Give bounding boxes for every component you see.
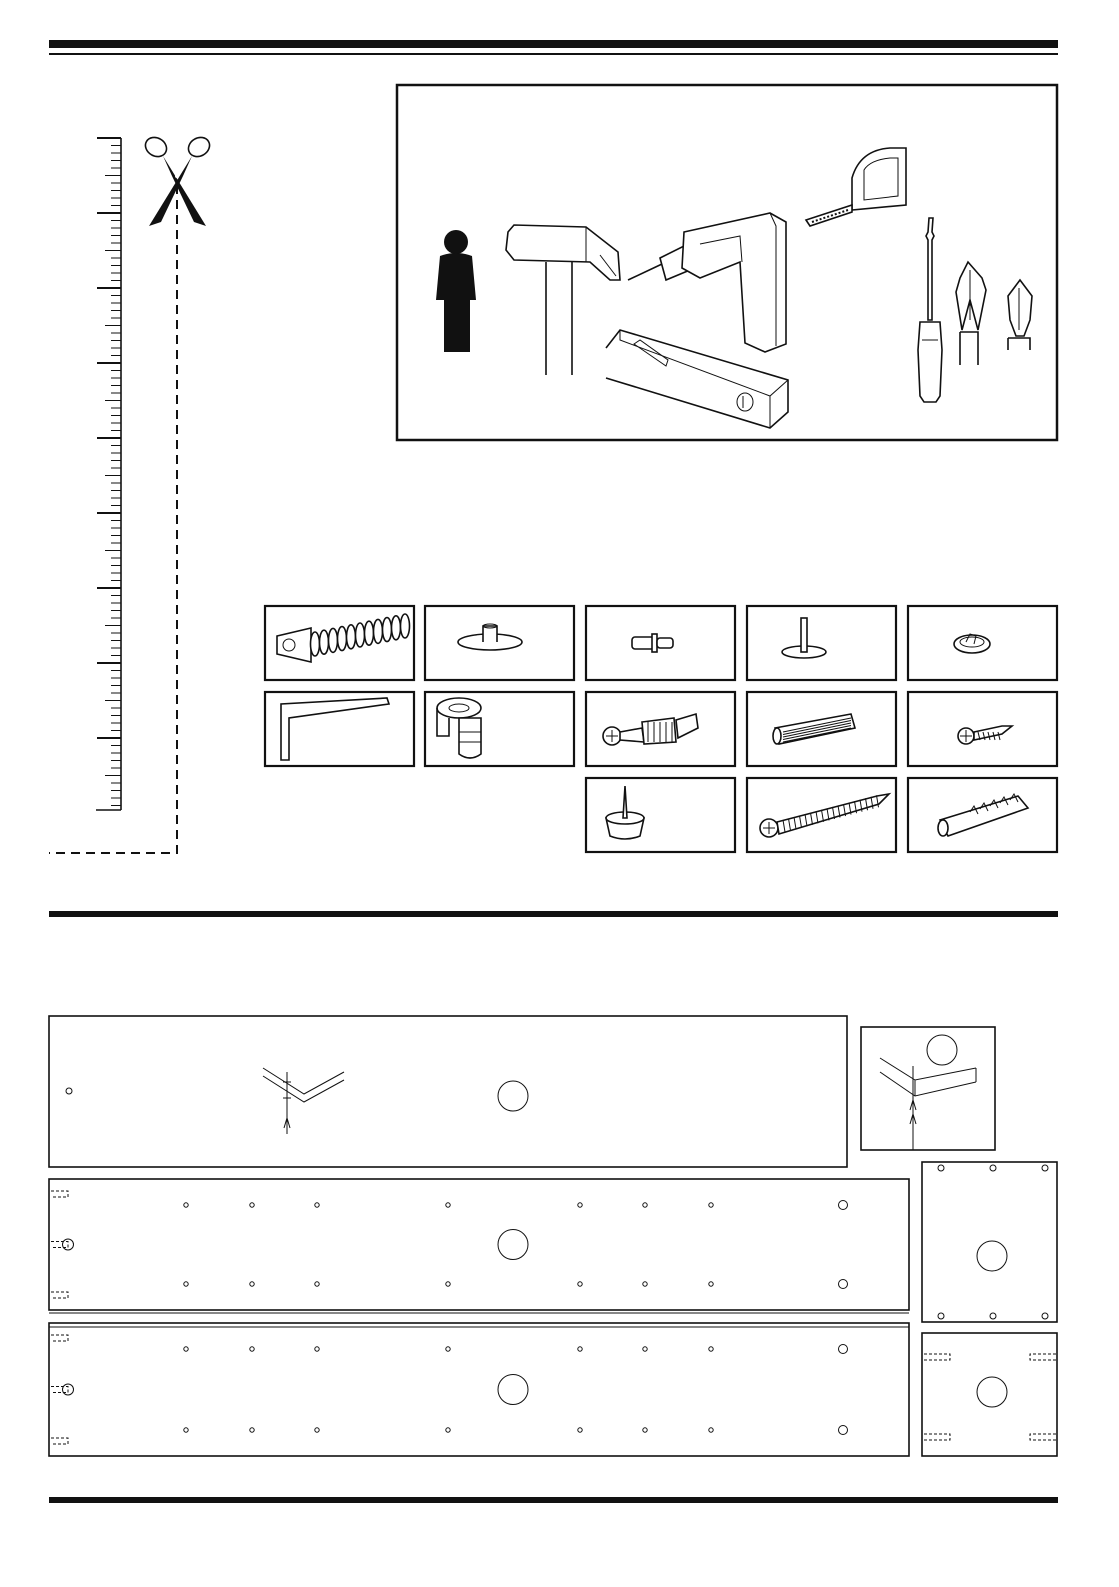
dowel-channel [51, 1335, 68, 1341]
square-panel-upper [922, 1162, 1057, 1322]
hardware-cell [747, 692, 896, 766]
drill-hole [250, 1428, 254, 1432]
center-mark [498, 1375, 528, 1405]
nail-glide-icon [782, 618, 826, 658]
hardware-grid [265, 606, 1057, 852]
tape-measure-icon [806, 148, 906, 226]
hardware-cell [425, 606, 574, 680]
hardware-cell [425, 692, 574, 766]
section-divider [49, 911, 1058, 917]
drill-hole [643, 1282, 647, 1286]
drill-hole [446, 1347, 450, 1351]
drill-hole [184, 1203, 188, 1207]
drill-hole [315, 1347, 319, 1351]
drill-hole [839, 1280, 848, 1289]
drill-hole [315, 1203, 319, 1207]
drill-hole [446, 1282, 450, 1286]
side-panel-lower [49, 1323, 909, 1456]
screwdriver-bit-icon [1008, 280, 1032, 350]
hardware-cell [586, 692, 735, 766]
scissors-icon [142, 134, 213, 226]
shelf-pin-icon [632, 634, 673, 652]
hardware-cell [908, 778, 1057, 852]
drill-hole [315, 1282, 319, 1286]
wall-plug-icon [938, 794, 1028, 836]
drill-hole [643, 1203, 647, 1207]
connector-bolt-icon [277, 614, 410, 662]
drill-hole [709, 1428, 713, 1432]
top-panel [49, 1016, 847, 1167]
dowel-channel [51, 1292, 68, 1298]
drill-hole [250, 1203, 254, 1207]
detail-box [861, 1027, 995, 1150]
hardware-cell [747, 606, 896, 680]
dowel-channel [51, 1438, 68, 1444]
hardware-cell [747, 778, 896, 852]
drill-hole [250, 1347, 254, 1351]
drill-icon [628, 213, 786, 352]
drill-hole [184, 1347, 188, 1351]
short-screw-icon [958, 726, 1012, 744]
cover-cap-icon [954, 634, 990, 653]
drill-hole [643, 1347, 647, 1351]
drill-hole [839, 1426, 848, 1435]
hardware-cell [586, 778, 735, 852]
drill-hole [250, 1282, 254, 1286]
drill-hole [709, 1203, 713, 1207]
drill-hole [578, 1347, 582, 1351]
screwdriver-icon [918, 218, 942, 402]
square-panel-lower [922, 1333, 1057, 1456]
cam-lock-icon [437, 698, 481, 758]
drill-hole [578, 1203, 582, 1207]
side-panel-upper [49, 1179, 909, 1313]
drill-hole [184, 1428, 188, 1432]
center-mark [498, 1230, 528, 1260]
edge-detail-icon [263, 1068, 344, 1134]
long-screw-icon [760, 794, 889, 837]
drill-hole [839, 1201, 848, 1210]
drill-hole [184, 1282, 188, 1286]
person-icon [436, 230, 476, 352]
drill-hole [643, 1428, 647, 1432]
allen-key-icon [281, 698, 389, 760]
hardware-cell [265, 692, 414, 766]
hardware-cell [265, 606, 414, 680]
hammer-icon [506, 225, 620, 375]
felt-pad-nail-icon [606, 786, 644, 839]
drill-hole [446, 1428, 450, 1432]
wooden-dowel-icon [773, 714, 855, 744]
drill-hole [709, 1347, 713, 1351]
shelf-support-disc-icon [458, 624, 522, 650]
hardware-cell [908, 692, 1057, 766]
dowel-channel [51, 1191, 68, 1197]
drill-hole [315, 1428, 319, 1432]
drill-hole [578, 1282, 582, 1286]
drill-hole [839, 1345, 848, 1354]
drill-hole [578, 1428, 582, 1432]
ruler [96, 138, 121, 810]
header-rule [49, 40, 1058, 55]
hardware-cell [586, 606, 735, 680]
drill-hole [446, 1203, 450, 1207]
screwdriver-bit-icon [956, 262, 986, 365]
drill-hole [709, 1282, 713, 1286]
hardware-cell [908, 606, 1057, 680]
cam-dowel-icon [603, 714, 698, 745]
footer-rule [49, 1497, 1058, 1503]
